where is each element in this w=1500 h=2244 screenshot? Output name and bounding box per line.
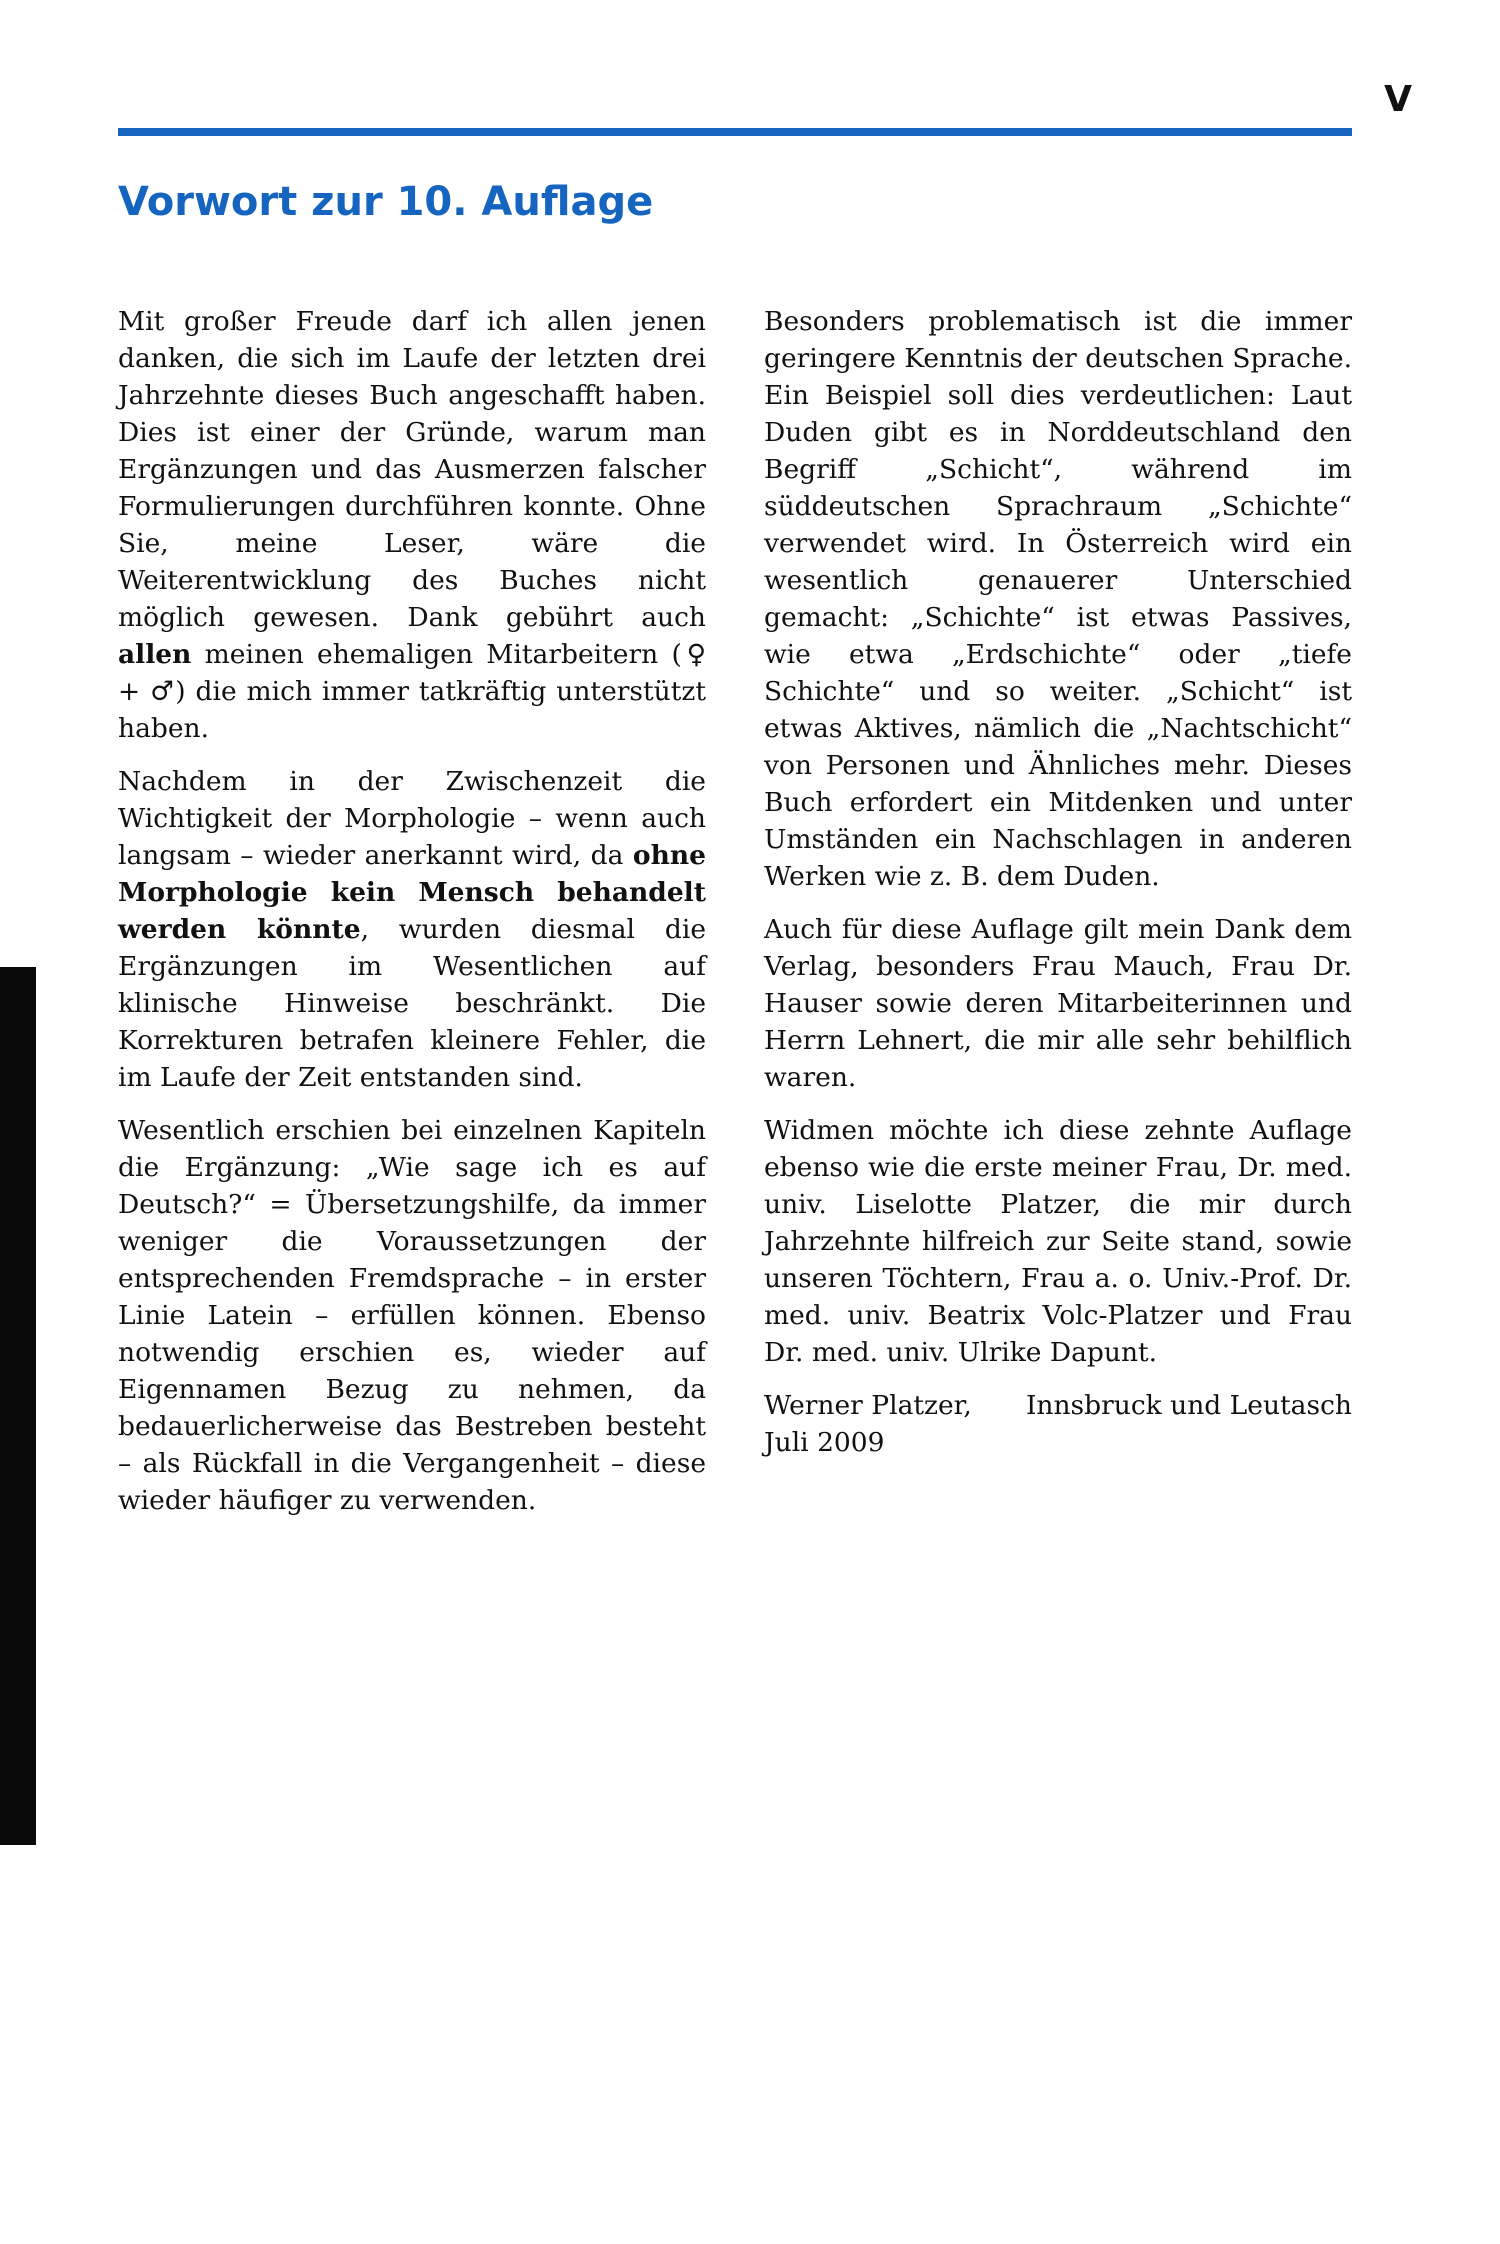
right-column — [764, 303, 1352, 1461]
author-name: Werner Platzer, — [764, 1390, 972, 1421]
page-number: V — [1384, 79, 1412, 120]
paragraph-thanks-readers: Mit großer Freude darf ich allen jenen danken, die sich im Laufe der letzten drei Jahrzehnte dieses Buch angeschafft haben. Dies ist einer der Gründe, warum man Ergänzungen und das Ausmerzen falscher Formulierungen durchführen konnte. Ohne Sie, meine Leser, wäre die Weiterentwicklung des Buches nicht möglich gewesen. Dank gebührt auch allen meinen ehemaligen Mitarbeitern (♀ + ♂) die mich immer tatkräftig unterstützt haben. — [118, 306, 706, 744]
chapter-title: Vorwort zur 10. Auflage — [118, 179, 654, 225]
edge-thumb-tab — [0, 967, 36, 1845]
paragraph-dedication: Widmen möchte ich diese zehnte Auflage ebenso wie die erste meiner Frau, Dr. med. univ. Liselotte Platzer, die mir durch Jahrzehnte hilfreich zur Seite stand, sowie unseren Töchtern, Frau a. o. Univ.-Prof. Dr. med. univ. Beatrix Volc-Platzer und Frau Dr. med. univ. Ulrike Dapunt. — [764, 1115, 1352, 1368]
bold-emphasis: ohne Morphologie kein Mensch behandelt werden könnte — [118, 840, 706, 945]
header-rule — [118, 128, 1352, 136]
paragraph-publisher-thanks: Auch für diese Auflage gilt mein Dank dem Verlag, besonders Frau Mauch, Frau Dr. Hauser sowie deren Mitarbeiterinnen und Herrn Lehnert, die mir alle sehr behilflich waren. — [764, 914, 1352, 1093]
paragraph-translation-aid: Wesentlich erschien bei einzelnen Kapiteln die Ergänzung: „Wie sage ich es auf Deutsch?“ = Übersetzungshilfe, da immer weniger die Voraussetzungen der entsprechenden Fremdsprache – in erster Linie Latein – erfüllen können. Ebenso notwendig erschien es, wieder auf Eigennamen Bezug zu nehmen, da bedauerlicherweise das Bestreben besteht – als Rückfall in die Vergangenheit – diese wieder häufiger zu verwenden. — [118, 1115, 706, 1516]
paragraph-morphology: Nachdem in der Zwischenzeit die Wichtigkeit der Morphologie – wenn auch langsam – wieder anerkannt wird, da ohne Morphologie kein Mensch behandelt werden könnte, wurden diesmal die Ergänzungen im Wesentlichen auf klinische Hinweise beschränkt. Die Korrekturen betrafen kleinere Fehler, die im Laufe der Zeit entstanden sind. — [118, 766, 706, 1093]
signature-line — [764, 1387, 1352, 1424]
left-column — [118, 303, 706, 1535]
signature-date: Juli 2009 — [764, 1427, 885, 1458]
signature-place: Innsbruck und Leutasch — [1025, 1390, 1352, 1421]
bold-emphasis: allen — [118, 639, 192, 670]
paragraph-language: Besonders problematisch ist die immer geringere Kenntnis der deutschen Sprache. Ein Beispiel soll dies verdeutlichen: Laut Duden gibt es in Norddeutschland den Begriff „Schicht“, während im süddeutschen Sprachraum „Schichte“ verwendet wird. In Österreich wird ein wesentlich genauerer Unterschied gemacht: „Schichte“ ist etwas Passives, wie etwa „Erdschichte“ oder „tiefe Schichte“ und so weiter. „Schicht“ ist etwas Aktives, nämlich die „Nachtschicht“ von Personen und Ähnliches mehr. Dieses Buch erfordert ein Mitdenken und unter Umständen ein Nachschlagen in anderen Werken wie z. B. dem Duden. — [764, 306, 1352, 892]
